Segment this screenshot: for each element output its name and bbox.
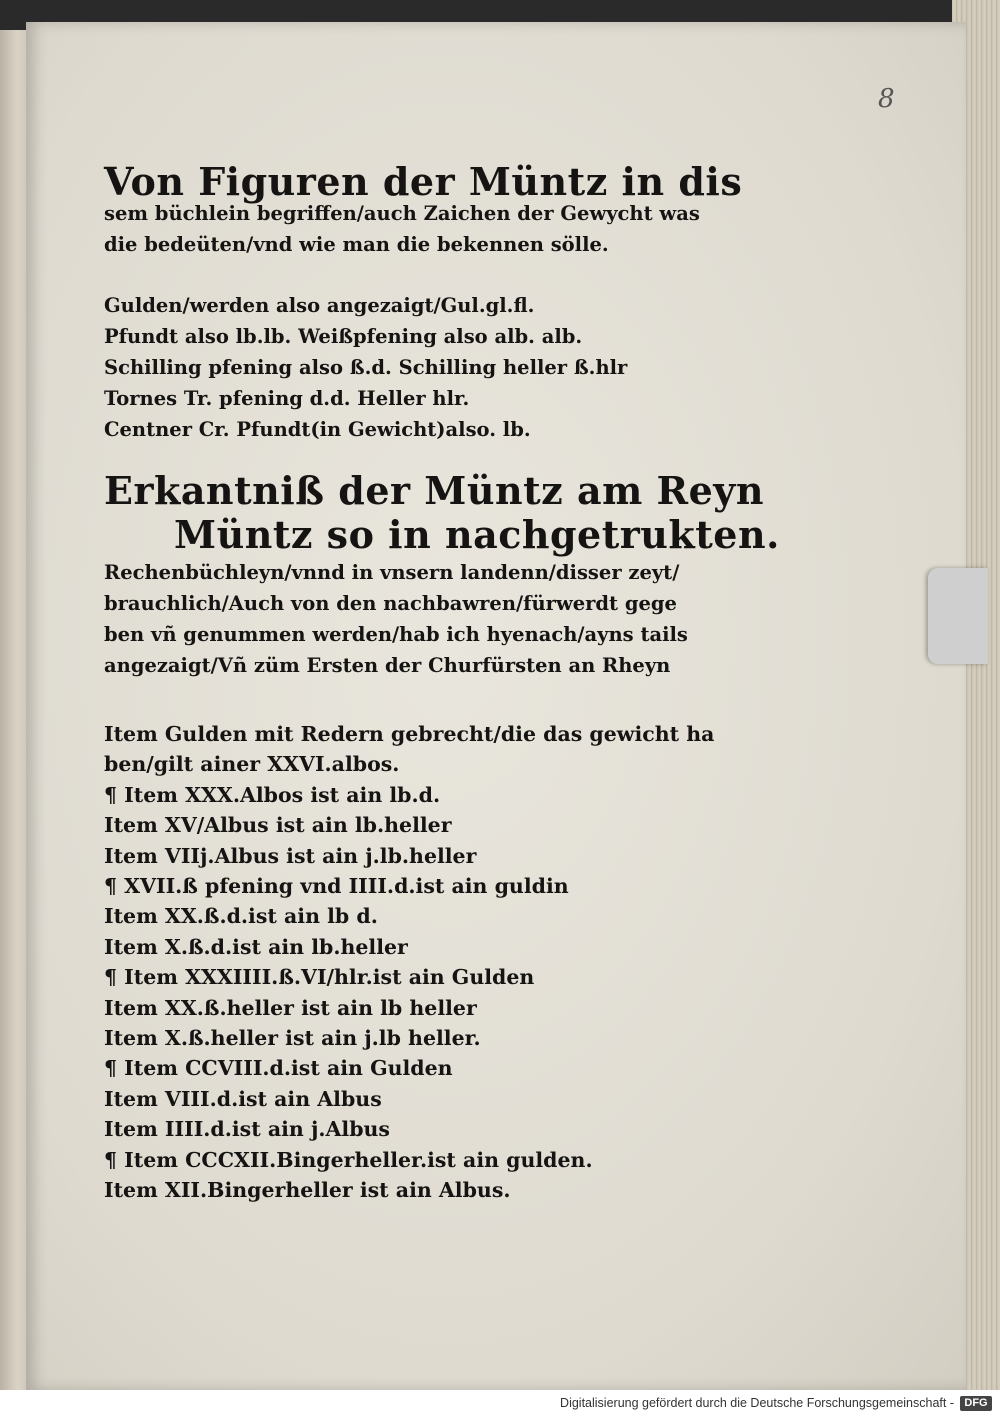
page-text — [104, 159, 780, 1206]
footer-bar — [0, 1390, 1000, 1417]
symbol-line-3: Schilling pfening also ß.d. Schilling heller ß.hlr — [104, 356, 628, 379]
item-line: ¶ Item XXX.Albos ist ain lb.d. — [104, 782, 441, 807]
item-line: Item XX.ß.heller ist ain lb heller — [104, 995, 477, 1020]
symbol-line-2: Pfundt also lb.lb. Weißpfening also alb. alb. — [104, 325, 583, 348]
item-line: ¶ XVII.ß pfening vnd IIII.d.ist ain guldin — [104, 874, 569, 899]
heading-1-line-1: Von Figuren der Müntz in dis — [104, 159, 743, 204]
item-line: Item VIII.d.ist ain Albus — [104, 1086, 382, 1111]
spacer — [104, 681, 724, 719]
symbol-line-1: Gulden/werden also angezaigt/Gul.gl.fl. — [104, 294, 535, 317]
item-line: ¶ Item XXXIIII.ß.VI/hlr.ist ain Gulden — [104, 965, 535, 990]
item-line: ¶ Item CCVIII.d.ist ain Gulden — [104, 1056, 453, 1081]
heading-1-line-2: sem büchlein begriffen/auch Zaichen der Gewycht was — [104, 202, 700, 225]
symbol-line-5: Centner Cr. Pfundt(in Gewicht)also. lb. — [104, 418, 531, 441]
bookmark-tab — [928, 568, 988, 664]
item-line: Item XX.ß.d.ist ain lb d. — [104, 904, 378, 929]
item-line: Item X.ß.heller ist ain j.lb heller. — [104, 1026, 481, 1051]
footer-credit: Digitalisierung gefördert durch die Deutsche Forschungsgemeinschaft - — [560, 1396, 954, 1410]
paragraph-line-1: Rechenbüchleyn/vnnd in vnsern landenn/disser zeyt/ — [104, 561, 680, 584]
paragraph-line-4: angezaigt/Vñ züm Ersten der Churfürsten an Rheyn — [104, 654, 671, 677]
item-line: Item IIII.d.ist ain j.Albus — [104, 1117, 390, 1142]
paragraph-line-3: ben vñ genummen werden/hab ich hyenach/ayns tails — [104, 623, 688, 646]
item-line: Item XV/Albus ist ain lb.heller — [104, 813, 452, 838]
item-line: Item XII.Bingerheller ist ain Albus. — [104, 1178, 511, 1203]
heading-2-line-1: Erkantniß der Müntz am Reyn — [104, 468, 764, 513]
folio-number: 8 — [878, 84, 895, 114]
spacer — [104, 445, 724, 469]
spacer — [104, 260, 724, 290]
heading-1-line-3: die bedeüten/vnd wie man die bekennen sölle. — [104, 233, 609, 256]
paragraph-line-2: brauchlich/Auch von den nachbawren/fürwerdt gege — [104, 592, 677, 615]
dfg-logo: DFG — [960, 1396, 992, 1411]
item-line: Item X.ß.d.ist ain lb.heller — [104, 934, 408, 959]
previous-page-edge — [0, 30, 28, 1390]
item-line: ¶ Item CCCXII.Bingerheller.ist ain gulden. — [104, 1147, 593, 1172]
item-line: Item VIIj.Albus ist ain j.lb.heller — [104, 843, 477, 868]
item-line: Item Gulden mit Redern gebrecht/die das gewicht ha — [104, 722, 715, 746]
heading-2-line-2: Müntz so in nachgetrukten. — [174, 512, 780, 557]
symbol-line-4: Tornes Tr. pfening d.d. Heller hlr. — [104, 387, 470, 410]
item-line: ben/gilt ainer XXVI.albos. — [104, 752, 400, 777]
